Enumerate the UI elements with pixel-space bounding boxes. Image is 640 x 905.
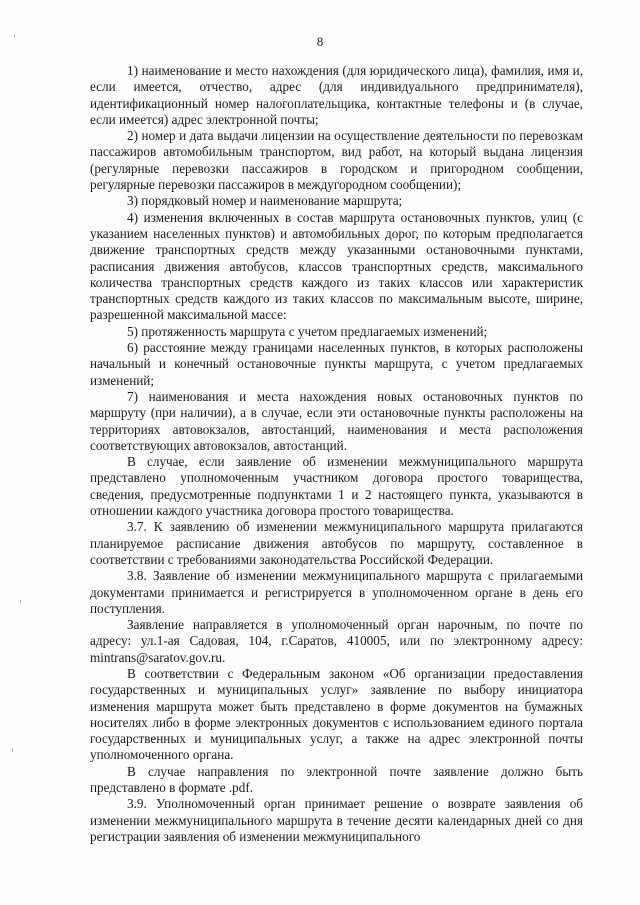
- paragraph: 7) наименования и места нахождения новых остановочных пунктов по маршруту (при наличии), а в случае, если эти остановочные пункты расположены на территориях автовокзалов, автостанций, наименования и места расположения соответствующих автовокзалов, автостанций.: [90, 388, 583, 453]
- paragraph: В соответствии с Федеральным законом «Об организации предоставления государственных и муниципальных услуг» заявление по выбору инициатора изменения маршрута может быть представлено в форме документов на бумажных носителях либо в форме электронных документов с использованием единого портала государственных и муниципальных услуг, а также на адрес электронной почты уполномоченного органа.: [90, 665, 583, 763]
- paragraph: В случае, если заявление об изменении межмуниципального маршрута представлено уполномоченным участником договора простого товарищества, сведения, предусмотренные подпунктами 1 и 2 настоящего пункта, указываются в отношении каждого участника договора простого товарищества.: [90, 454, 583, 519]
- paragraph: 5) протяженность маршрута с учетом предлагаемых изменений;: [127, 323, 488, 339]
- paragraph: В случае направления по электронной почте заявление должно быть представлено в формате .pdf.: [90, 763, 583, 796]
- page-number: 8: [316, 34, 324, 49]
- paragraph: 3.9. Уполномоченный орган принимает решение о возврате заявления об изменении межмуниципального маршрута в течение десяти календарных дней со дня регистрации заявления об изменении межмуниципального: [90, 796, 583, 844]
- scan-mark: [14, 34, 15, 38]
- paragraph: 3.8. Заявление об изменении межмуниципального маршрута с прилагаемыми документами принимается и регистрируется в уполномоченном органе в день его поступления.: [90, 568, 583, 616]
- paragraph: 4) изменения включенных в состав маршрута остановочных пунктов, улиц (с указанием населенных пунктов) и автомобильных дорог, по которым предполагается движение транспортных средств между указанными остановочными пунктами, расписания движения автобусов, классов транспортных средств, максимального количества транспортных средств каждого из таких классов или характеристик транспортных средств каждого из таких классов по максимальным высоте, ширине, разрешенной максимальной массе:: [90, 209, 583, 323]
- paragraph: 6) расстояние между границами населенных пунктов, в которых расположены начальный и конечный остановочные пункты маршрута, с учетом предлагаемых изменений;: [90, 340, 583, 388]
- paragraph: 3.7. К заявлению об изменении межмуниципального маршрута прилагаются планируемое расписание движения автобусов по маршруту, составленное в соответствии с требованиями законодательства Российской Федерации.: [90, 519, 583, 567]
- document-body: [90, 63, 583, 845]
- paragraph: 3) порядковый номер и наименование маршрута;: [127, 193, 403, 209]
- scan-mark: [12, 748, 13, 752]
- paragraph: Заявление направляется в уполномоченный орган нарочным, по почте по адресу: ул.1-ая Садовая, 104, г.Саратов, 410005, или по электронному адресу: mintrans@saratov.gov.ru.: [90, 617, 583, 665]
- paragraph: 2) номер и дата выдачи лицензии на осуществление деятельности по перевозкам пассажиров автомобильным транспортом, вид работ, на который выдана лицензия (регулярные перевозки пассажиров в городском и пригородном сообщении, регулярные перевозки пассажиров в междугородном сообщении);: [90, 128, 583, 193]
- scan-mark: [20, 600, 21, 603]
- paragraph: 1) наименование и место нахождения (для юридического лица), фамилия, имя и, если имеется, отчество, адрес (для индивидуального предпринимателя), идентификационный номер налогоплательщика, контактные телефоны и (в случае, если имеется) адрес электронной почты;: [90, 63, 583, 127]
